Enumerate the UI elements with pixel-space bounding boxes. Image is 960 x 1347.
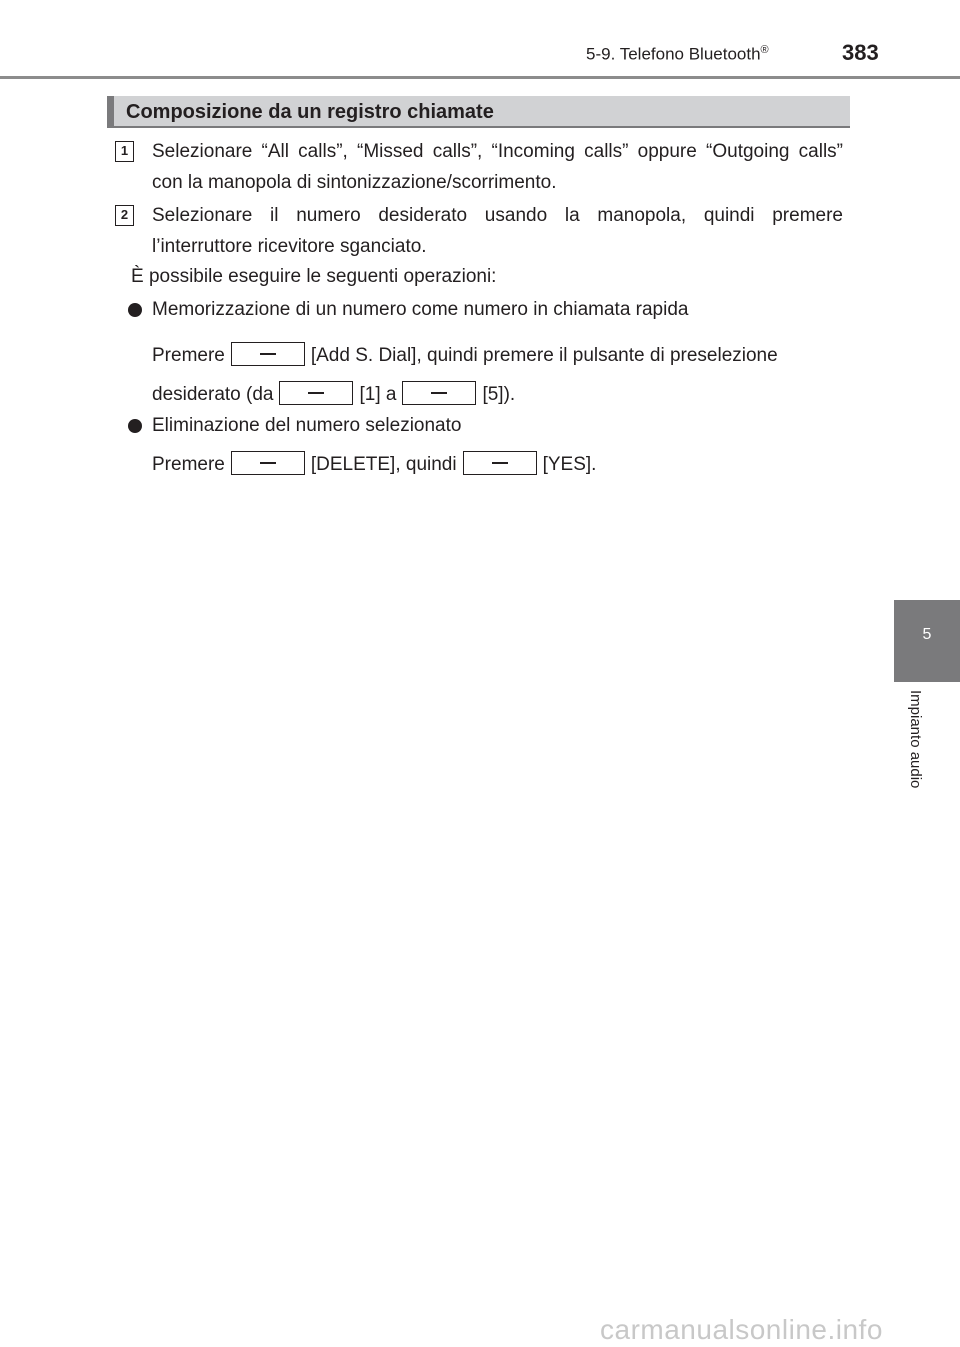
watermark: carmanualsonline.info — [600, 1314, 883, 1345]
bullet-icon — [128, 303, 142, 317]
header-divider — [0, 76, 960, 79]
operations-intro: È possibile eseguire le seguenti operazioni: — [131, 266, 497, 287]
chapter-label: Impianto audio — [907, 690, 924, 789]
operation-1-title: Memorizzazione di un numero come numero in chiamata rapida — [152, 299, 689, 320]
header-section-title: 5-9. Telefono Bluetooth® — [586, 44, 769, 64]
button-icon — [463, 451, 537, 475]
button-icon — [402, 381, 476, 405]
operation-1-line-2: desiderato (da [1] a [5]). — [152, 381, 515, 406]
section-heading — [107, 96, 850, 128]
operation-1-line-1: Premere [Add S. Dial], quindi premere il pulsante di preselezione — [152, 342, 778, 367]
button-icon — [279, 381, 353, 405]
step-badge-1: 1 — [115, 141, 134, 162]
button-icon — [231, 451, 305, 475]
step-1-text: Selezionare “All calls”, “Missed calls”, “Incoming calls” oppure “Outgoing calls” con la manopola di sintonizzazione/scorrimento. — [152, 141, 843, 193]
step-2-text: Selezionare il numero desiderato usando la manopola, quindi premere l’interruttore ricevitore sganciato. — [152, 205, 843, 257]
operation-2-title: Eliminazione del numero selezionato — [152, 415, 462, 436]
step-badge-2: 2 — [115, 205, 134, 226]
button-icon — [231, 342, 305, 366]
page-number: 383 — [842, 40, 879, 65]
chapter-tab — [894, 600, 960, 682]
chapter-number: 5 — [922, 626, 932, 643]
operation-2-line-1: Premere [DELETE], quindi [YES]. — [152, 451, 596, 476]
bullet-icon — [128, 419, 142, 433]
section-heading-text: Composizione da un registro chiamate — [126, 101, 494, 123]
